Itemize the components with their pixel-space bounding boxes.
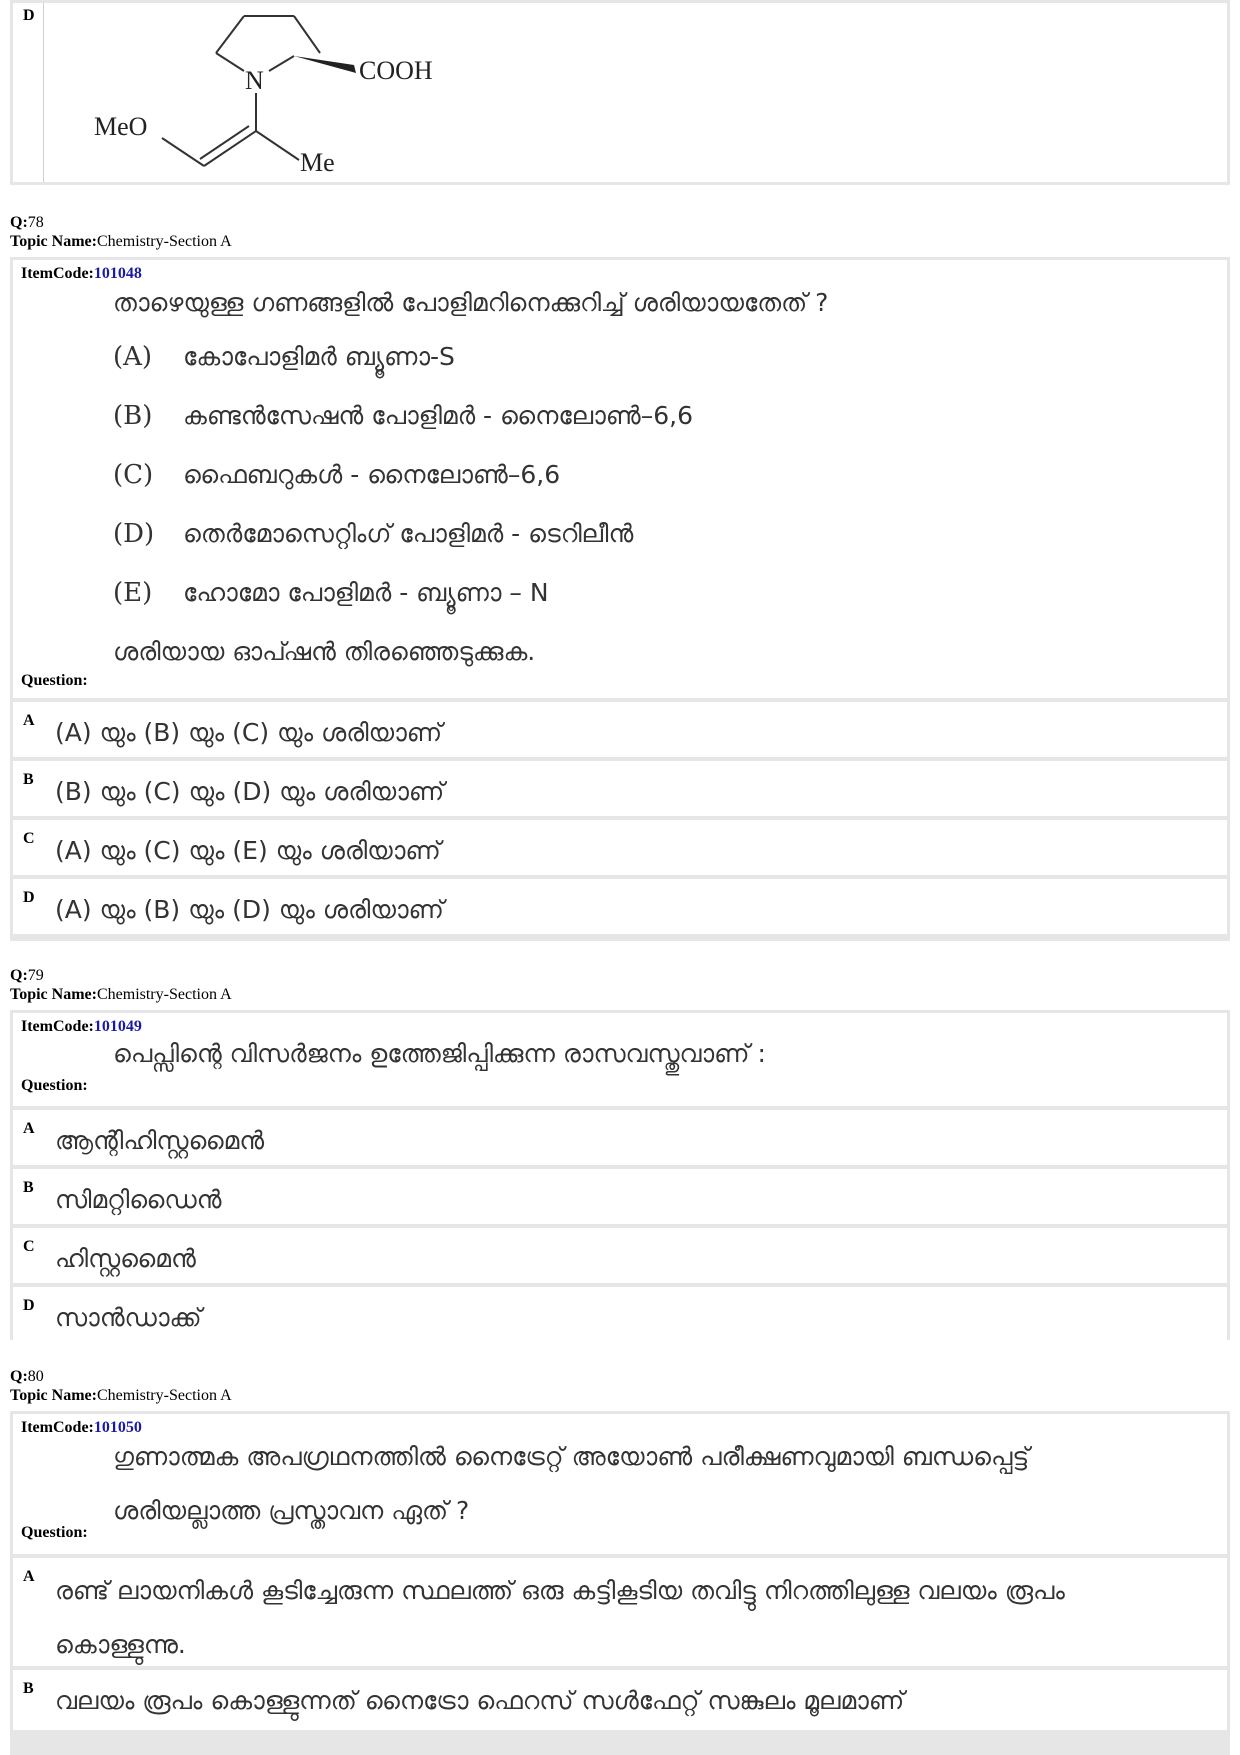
statement-d: (D) തെർമോസെറ്റിംഗ് പോളിമർ - ടെറിലീൻ [113, 519, 634, 549]
item-code: ItemCode:101050 [21, 1419, 142, 1436]
qno-label: Q: [10, 967, 28, 984]
q78-header [10, 213, 232, 251]
question-stem-line2: ശരിയല്ലാത്ത പ്രസ്താവന ഏത് ? [113, 1496, 470, 1525]
q78-option-c[interactable] [13, 820, 1227, 875]
topic-label: Topic Name: [10, 986, 97, 1003]
item-code: ItemCode:101048 [21, 265, 142, 282]
option-text: സിമറ്റിഡൈൻ [55, 1185, 222, 1214]
structure-label-n: N [245, 66, 264, 95]
question-instruction: ശരിയായ ഓപ്ഷൻ തിരഞ്ഞെടുക്കുക. [113, 637, 536, 666]
topic-label: Topic Name: [10, 233, 97, 250]
q79-box [10, 1010, 1230, 1340]
topic: Chemistry-Section A [96, 986, 232, 1003]
qno-label: Q: [10, 214, 28, 231]
statement-e: (E) ഹോമോ പോളിമർ - ബ്യൂണാ – N [113, 578, 549, 608]
option-text: (A) യും (C) യും (E) യും ശരിയാണ് [55, 836, 441, 865]
q77-option-d-box [10, 0, 1230, 185]
structure-label-meo: MeO [94, 112, 148, 141]
q79-option-b[interactable] [13, 1169, 1227, 1224]
option-text: വലയം രൂപം കൊള്ളുന്നത് നൈട്രോ ഫെറസ് സൾഫേറ്റ് സങ്കുലം മൂലമാണ് [55, 1686, 905, 1715]
option-letter: C [23, 830, 35, 847]
structure-label-cooh: COOH [359, 56, 433, 85]
option-text: ഹിസ്റ്റമൈൻ [55, 1244, 196, 1273]
option-text: രണ്ട് ലായനികൾ കൂടിച്ചേരുന്ന സ്ഥലത്ത് ഒരു കട്ടികൂടിയ തവിട്ടു നിറത്തിലുള്ള വലയം രൂപം കൊള്ളുന്നു. [55, 1576, 1065, 1659]
q78-question [13, 260, 1227, 698]
option-text: (A) യും (B) യും (D) യും ശരിയാണ് [55, 895, 444, 924]
qno: 80 [27, 1368, 44, 1385]
q79-option-d[interactable] [13, 1287, 1227, 1342]
option-text: (A) യും (B) യും (C) യും ശരിയാണ് [55, 718, 443, 747]
q80-option-a[interactable] [13, 1558, 1227, 1666]
q80-option-b[interactable] [13, 1670, 1227, 1730]
topic: Chemistry-Section A [96, 1387, 232, 1404]
option-text: (B) യും (C) യും (D) യും ശരിയാണ് [55, 777, 445, 806]
q79-question [13, 1013, 1227, 1106]
q80-question [13, 1414, 1227, 1554]
q78-option-b[interactable] [13, 761, 1227, 816]
question-label: Question: [21, 1077, 88, 1094]
q79-header [10, 966, 232, 1004]
question-stem-line1: ഗുണാത്മക അപഗ്രഥനത്തിൽ നൈട്രേറ്റ് അയോൺ പരീക്ഷണവുമായി ബന്ധപ്പെട്ട് [113, 1442, 1030, 1471]
chemical-structure [44, 3, 464, 178]
statement-b: (B) കണ്ടൻസേഷൻ പോളിമർ - നൈലോൺ–6,6 [113, 401, 693, 431]
question-label: Question: [21, 1524, 88, 1541]
topic-label: Topic Name: [10, 1387, 97, 1404]
structure-label-me: Me [300, 148, 335, 177]
q80-header [10, 1367, 232, 1405]
option-letter: D [23, 7, 35, 24]
question-label: Question: [21, 672, 88, 689]
option-letter: B [23, 1179, 34, 1196]
q78-option-a[interactable] [13, 702, 1227, 757]
q78-box [10, 257, 1230, 941]
option-letter: D [23, 1297, 35, 1314]
q77-option-d[interactable] [13, 3, 1227, 182]
qno: 78 [27, 214, 44, 231]
question-stem: പെപ്സിന്റെ വിസർജനം ഉത്തേജിപ്പിക്കുന്ന രാസവസ്തുവാണ് : [113, 1039, 766, 1068]
question-stem: താഴെയുള്ള ഗണങ്ങളിൽ പോളിമറിനെക്കുറിച്ച് ശരിയായതേത് ? [113, 288, 829, 317]
statement-list [21, 342, 1219, 637]
qno-label: Q: [10, 1368, 28, 1385]
option-text: സാൻഡാക്ക് [55, 1303, 202, 1332]
option-letter: B [23, 771, 34, 788]
option-letter: D [23, 889, 35, 906]
q79-option-c[interactable] [13, 1228, 1227, 1283]
q79-option-a[interactable] [13, 1110, 1227, 1165]
statement-a: (A) കോപോളിമർ ബ്യൂണാ-S [113, 342, 455, 372]
q80-box [10, 1411, 1230, 1755]
qno: 79 [27, 967, 44, 984]
option-letter: A [23, 712, 35, 729]
option-letter: A [23, 1120, 35, 1137]
statement-c: (C) ഫൈബറുകൾ - നൈലോൺ–6,6 [113, 460, 561, 490]
item-code: ItemCode:101049 [21, 1018, 142, 1035]
q78-option-d[interactable] [13, 879, 1227, 934]
option-letter: B [23, 1680, 34, 1697]
option-letter: C [23, 1238, 35, 1255]
option-letter: A [23, 1568, 35, 1585]
option-text: ആന്റിഹിസ്റ്റമൈൻ [55, 1126, 265, 1155]
topic: Chemistry-Section A [96, 233, 232, 250]
